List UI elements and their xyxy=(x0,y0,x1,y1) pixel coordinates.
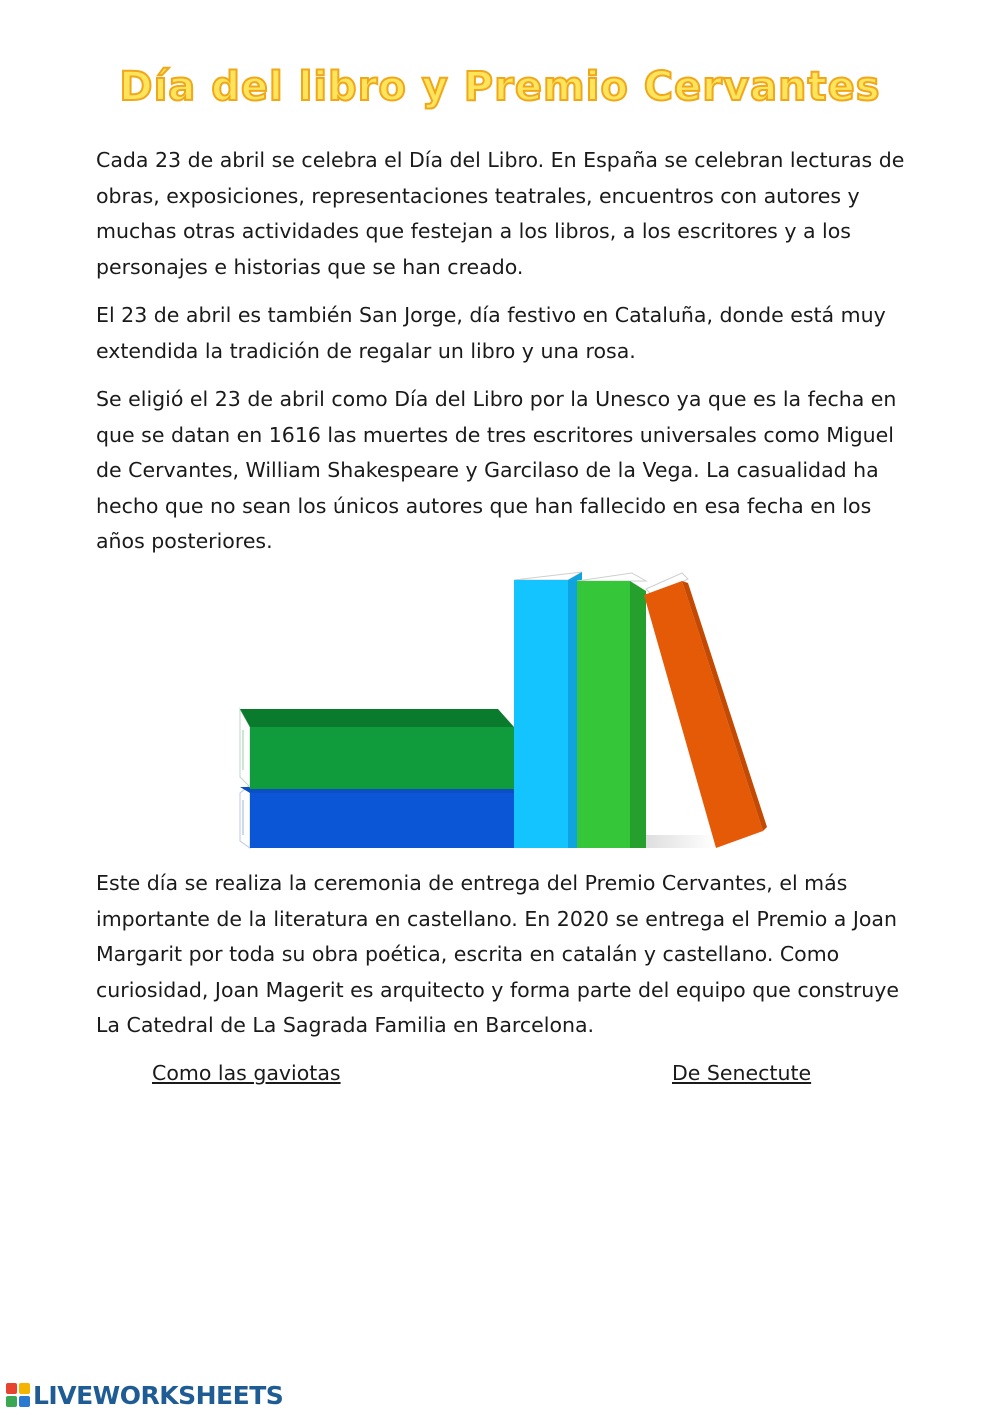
paragraph-dia-del-libro: Cada 23 de abril se celebra el Día del Libro. En España se celebran lecturas de obras, exposiciones, representaciones teatrales, encuentros con autores y muchas otras actividades que festejan a los libros, a los escritores y a los personajes e historias que se han creado. xyxy=(96,148,905,279)
paragraph-unesco: Se eligió el 23 de abril como Día del Libro por la Unesco ya que es la fecha en que se datan en 1616 las muertes de tres escritores universales como Miguel de Cervantes, William Shakespeare y Garcilaso de la Vega. La casualidad ha hecho que no sean los únicos autores que han fallecido en esa fecha en los años posteriores. xyxy=(96,387,897,553)
orange-book-leaning xyxy=(644,573,767,848)
cyan-book-vertical xyxy=(514,572,582,848)
liveworksheets-logo[interactable] xyxy=(6,1380,283,1410)
paragraph-premio-cervantes: Este día se realiza la ceremonia de entrega del Premio Cervantes, el más importante de la literatura en castellano. En 2020 se entrega el Premio a Joan Margarit por toda su obra poética, escrita en catalán y castellano. Como curiosidad, Joan Magerit es arquitecto y forma parte del equipo que construye La Catedral de La Sagrada Familia en Barcelona. xyxy=(96,871,900,1037)
brand-name: LIVEWORKSHEETS xyxy=(33,1380,284,1410)
page-title: Día del libro y Premio Cervantes xyxy=(119,64,881,110)
poem-link-como-las-gaviotas[interactable]: Como las gaviotas xyxy=(152,1061,341,1085)
paragraph-san-jorge: El 23 de abril es también San Jorge, día festivo en Cataluña, donde está muy extendida la tradición de regalar un libro y una rosa. xyxy=(96,303,886,363)
blue-book-horizontal xyxy=(240,785,514,848)
liveworksheets-logo-icon xyxy=(6,1383,30,1407)
green-book-horizontal xyxy=(240,709,514,789)
poem-link-de-senectute[interactable]: De Senectute xyxy=(672,1061,812,1085)
book-shadow xyxy=(635,835,715,848)
books-illustration xyxy=(230,565,770,855)
light-green-book-vertical xyxy=(577,573,646,848)
